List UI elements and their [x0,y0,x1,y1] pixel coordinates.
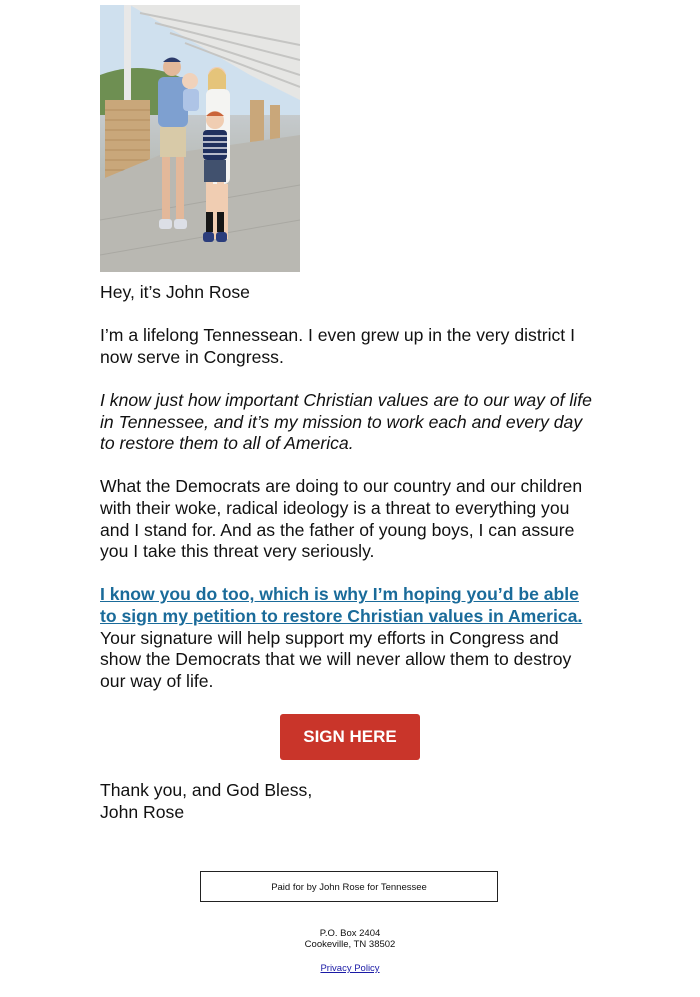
email-body [100,5,600,823]
intro-paragraph: I’m a lifelong Tennessean. I even grew up in the very district I now serve in Congress. [100,325,575,367]
paid-for-text: Paid for by John Rose for Tennessee [271,882,427,893]
greeting: Hey, it’s John Rose [100,282,250,302]
privacy-policy-link[interactable]: Privacy Policy [320,963,380,974]
privacy-wrapper [0,963,700,974]
petition-link[interactable]: I know you do too, which is why I’m hoping you’d be able to sign my petition to restore Christian values in America. [100,584,583,626]
cta-wrapper [100,714,600,760]
petition-paragraph [100,584,600,692]
petition-text: Your signature will help support my efforts in Congress and show the Democrats that we will never allow them to destroy our way of life. [100,627,572,691]
signoff-line1: Thank you, and God Bless, [100,780,313,801]
signoff-name: John Rose [100,801,185,822]
address-line1: P.O. Box 2404 [319,928,381,939]
signoff [100,780,600,823]
threat-paragraph: What the Democrats are doing to our country and our children with their woke, radical ideology is a threat to everything you and I stand for. And as the father of young boys, I can assure you I take this threat very seriously. [100,476,583,562]
values-paragraph: I know just how important Christian values are to our way of life in Tennessee, and it’s my mission to work each and every day to restore them to all of America. [100,389,592,454]
sign-here-button[interactable]: SIGN HERE [280,714,420,760]
family-photo [100,5,300,272]
address-line2: Cookeville, TN 38502 [304,939,396,950]
paid-for-box [200,871,498,902]
